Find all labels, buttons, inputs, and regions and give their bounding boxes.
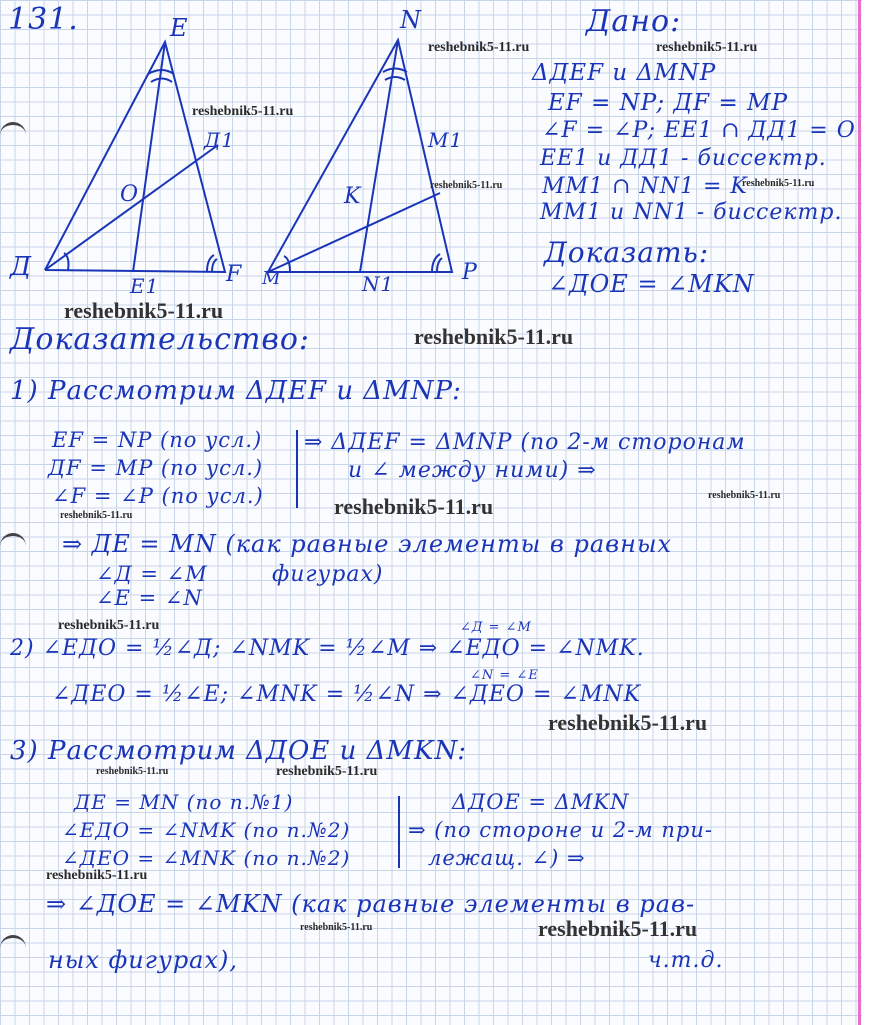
label-d1: Д1 — [204, 128, 235, 152]
triangle-mnp — [268, 40, 452, 272]
given-line: MM1 и NN1 - биссектр. — [540, 200, 843, 225]
label-d: Д — [10, 252, 33, 282]
label-e: E — [170, 14, 189, 42]
step2-note: ∠Д = ∠M — [460, 620, 532, 635]
label-k: K — [344, 184, 362, 209]
step1-consequence: ⇒ ДE = MN (как равные элементы в равных — [62, 530, 673, 558]
watermark: reshebnik5-11.ru — [656, 40, 758, 55]
watermark: reshebnik5-11.ru — [430, 180, 503, 191]
triangle-def — [45, 42, 225, 272]
watermark: reshebnik5-11.ru — [742, 178, 815, 189]
watermark: reshebnik5-11.ru — [708, 490, 781, 501]
watermark: reshebnik5-11.ru — [64, 298, 224, 323]
given-line: EE1 и ДД1 - биссектр. — [540, 146, 827, 171]
final-line: ⇒ ∠ДOE = ∠MKN (как равные элементы в рав- — [46, 890, 696, 918]
watermark: reshebnik5-11.ru — [276, 764, 378, 779]
watermark: reshebnik5-11.ru — [428, 40, 530, 55]
label-n1: N1 — [362, 272, 395, 296]
step3-condition: ∠ДEO = ∠MNK (по п.№2) — [62, 846, 351, 870]
watermark: reshebnik5-11.ru — [300, 922, 373, 933]
watermark: reshebnik5-11.ru — [538, 916, 698, 941]
prove-heading: Доказать: — [544, 236, 710, 269]
step3-title: 3) Рассмотрим ΔДOE и ΔMKN: — [10, 736, 468, 766]
brace — [398, 796, 400, 868]
given-line: ΔДEF и ΔMNP — [532, 60, 717, 86]
label-p: P — [462, 260, 478, 285]
bisector-ee1 — [133, 42, 165, 272]
step3-conclusion: ΔДOE = ΔMKN — [452, 790, 630, 814]
step2-line: 2) ∠EДO = ½∠Д; ∠NMK = ½∠M ⇒ ∠EДO = ∠NMK. — [10, 636, 645, 661]
given-heading: Дано: — [586, 4, 682, 39]
watermark: reshebnik5-11.ru — [548, 710, 708, 735]
label-o: O — [120, 182, 140, 207]
given-line: MM1 ∩ NN1 = K — [542, 174, 748, 199]
qed-mark: ч.т.д. — [648, 948, 724, 973]
step3-conclusion: лежащ. ∠) ⇒ — [428, 846, 586, 870]
given-line: ∠F = ∠P; EE1 ∩ ДД1 = O — [542, 118, 856, 143]
watermark: reshebnik5-11.ru — [192, 104, 294, 119]
step1-consequence: ∠E = ∠N — [96, 586, 203, 610]
step3-condition: ДE = MN (по п.№1) — [74, 790, 294, 814]
step1-title: 1) Рассмотрим ΔДEF и ΔMNP: — [10, 376, 462, 406]
watermark: reshebnik5-11.ru — [46, 868, 148, 883]
label-m1: M1 — [428, 128, 464, 152]
step1-consequence-tail: фигурах) — [272, 562, 384, 587]
watermark: reshebnik5-11.ru — [414, 324, 574, 349]
step1-condition: ДF = MP (по усл.) — [48, 456, 264, 480]
step1-condition: ∠F = ∠P (по усл.) — [52, 484, 264, 508]
label-e1: E1 — [130, 274, 160, 298]
step1-condition: EF = NP (по усл.) — [52, 428, 263, 452]
step1-conclusion: и ∠ между ними) ⇒ — [348, 458, 597, 483]
proof-heading: Доказательство: — [10, 322, 311, 357]
watermark: reshebnik5-11.ru — [334, 494, 494, 519]
given-line: EF = NP; ДF = MP — [548, 90, 789, 116]
step3-conclusion: ⇒ (по стороне и 2-м при- — [408, 818, 713, 842]
watermark: reshebnik5-11.ru — [60, 510, 133, 521]
prove-statement: ∠ДОE = ∠MKN — [548, 270, 755, 298]
final-line: ных фигурах), — [48, 946, 239, 974]
label-n: N — [400, 6, 422, 34]
angle-mark-n — [383, 69, 407, 73]
watermark: reshebnik5-11.ru — [58, 618, 160, 633]
problem-number: 131. — [8, 2, 79, 37]
step3-condition: ∠EДO = ∠NMK (по п.№2) — [62, 818, 351, 842]
step1-consequence: ∠Д = ∠M — [96, 562, 208, 586]
step2-note: ∠N = ∠E — [470, 668, 539, 683]
label-f: F — [226, 262, 243, 287]
watermark: reshebnik5-11.ru — [96, 766, 169, 777]
label-m: M — [262, 268, 282, 289]
brace — [296, 430, 298, 508]
step2-line: ∠ДEO = ½∠E; ∠MNK = ½∠N ⇒ ∠ДEO = ∠MNK — [52, 682, 642, 707]
bisector-dd1 — [45, 145, 218, 270]
step1-conclusion: ⇒ ΔДEF = ΔMNP (по 2-м сторонам — [304, 430, 746, 455]
